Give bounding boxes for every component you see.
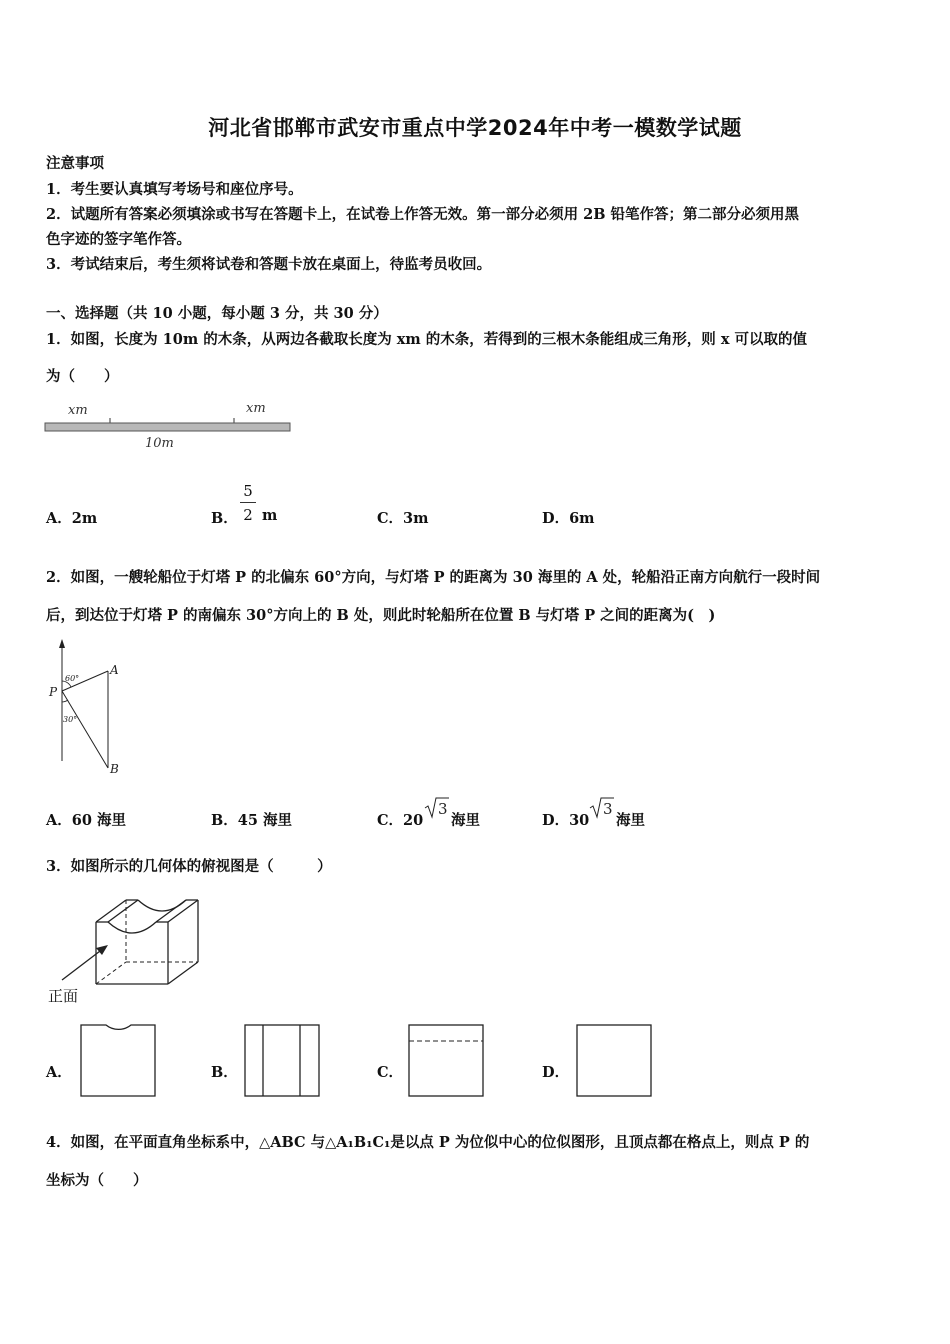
q2-lighthouse-figure — [44, 636, 134, 781]
q1-option-a[interactable]: A．2m — [46, 510, 98, 527]
q3-option-a-figure[interactable] — [76, 1020, 160, 1102]
q2-option-c-unit: 海里 — [451, 812, 480, 829]
q1-option-b-numerator: 5 — [243, 482, 253, 500]
q2-point-b: B — [110, 762, 119, 776]
q2-point-a: A — [110, 663, 119, 677]
q2-option-c-radicand: 3 — [438, 800, 448, 818]
q1-option-b-fraction-bar — [240, 502, 256, 503]
q2-point-p: P — [49, 685, 58, 699]
q3-option-b-figure[interactable] — [240, 1020, 324, 1102]
q1-option-b-unit: m — [262, 507, 278, 524]
q2-angle-60: 60° — [65, 674, 80, 683]
q1-bottom-label: 10m — [145, 436, 174, 451]
q2-option-c-prefix[interactable]: C．20 — [377, 812, 424, 829]
q4-stem-line1: 4．如图，在平面直角坐标系中，△ABC 与△A₁B₁C₁是以点 P 为位似中心的位似图形，且顶点都在格点上，则点 P 的 — [46, 1134, 810, 1151]
q2-north-arrow — [59, 639, 65, 648]
q2-angle-arc-2 — [62, 700, 68, 702]
q1-right-label: xm — [246, 401, 266, 416]
q2-option-c-sqrt — [424, 795, 450, 821]
notice-item-1: 1．考生要认真填写考场号和座位序号。 — [46, 181, 303, 198]
q2-option-b[interactable]: B．45 海里 — [211, 812, 292, 829]
page-title: 河北省邯郸市武安市重点中学2024年中考一模数学试题 — [208, 116, 742, 140]
q2-segment-pb — [62, 691, 108, 768]
section-heading: 一、选择题（共 10 小题，每小题 3 分，共 30 分） — [46, 305, 388, 322]
q3-option-d[interactable]: D． — [542, 1064, 570, 1081]
q1-stick — [45, 423, 290, 431]
q1-option-b-denominator: 2 — [243, 506, 253, 524]
q2-stem-line1: 2．如图，一艘轮船位于灯塔 P 的北偏东 60°方向，与灯塔 P 的距离为 30 海里的 A 处，轮船沿正南方向航行一段时间 — [46, 569, 821, 586]
q1-stem-line1: 1．如图，长度为 10m 的木条，从两边各截取长度为 xm 的木条，若得到的三根木条能组成三角形，则 x 可以取的值 — [46, 331, 808, 348]
q3-option-c-figure[interactable] — [404, 1020, 488, 1102]
q2-option-a[interactable]: A．60 海里 — [46, 812, 126, 829]
q3-option-c[interactable]: C． — [377, 1064, 404, 1081]
q2-angle-30: 30° — [63, 715, 78, 724]
notice-item-3: 3．考试结束后，考生须将试卷和答题卡放在桌面上，待监考员收回。 — [46, 256, 492, 273]
notice-item-2: 2．试题所有答案必须填涂或书写在答题卡上，在试卷上作答无效。第一部分必须用 2B 铅笔作答；第二部分必须用黑 — [46, 206, 800, 223]
q2-option-d-sqrt — [589, 795, 615, 821]
q2-stem-line2: 后，到达位于灯塔 P 的南偏东 30°方向上的 B 处，则此时轮船所在位置 B 与灯塔 P 之间的距离为( ) — [46, 607, 716, 624]
notice-heading: 注意事项 — [46, 155, 104, 172]
q1-option-c[interactable]: C．3m — [377, 510, 429, 527]
q2-option-d-radicand: 3 — [603, 800, 613, 818]
q2-option-d-unit: 海里 — [616, 812, 645, 829]
q3-front-label: 正面 — [48, 987, 79, 1005]
q1-option-d[interactable]: D．6m — [542, 510, 595, 527]
q1-stem-line2: 为（ ） — [46, 368, 119, 385]
q4-stem-line2: 坐标为（ ） — [46, 1172, 148, 1189]
q3-option-d-figure[interactable] — [572, 1020, 656, 1102]
notice-item-2-cont: 色字迹的签字笔作答。 — [46, 231, 191, 248]
q3-option-b[interactable]: B． — [211, 1064, 238, 1081]
q2-option-d-prefix[interactable]: D．30 — [542, 812, 590, 829]
q3-option-a[interactable]: A． — [46, 1064, 72, 1081]
q1-option-b-prefix[interactable]: B． — [211, 510, 238, 527]
q1-stick-figure — [40, 398, 300, 458]
q3-stem: 3．如图所示的几何体的俯视图是（ ） — [46, 858, 332, 875]
q1-left-label: xm — [68, 403, 88, 418]
